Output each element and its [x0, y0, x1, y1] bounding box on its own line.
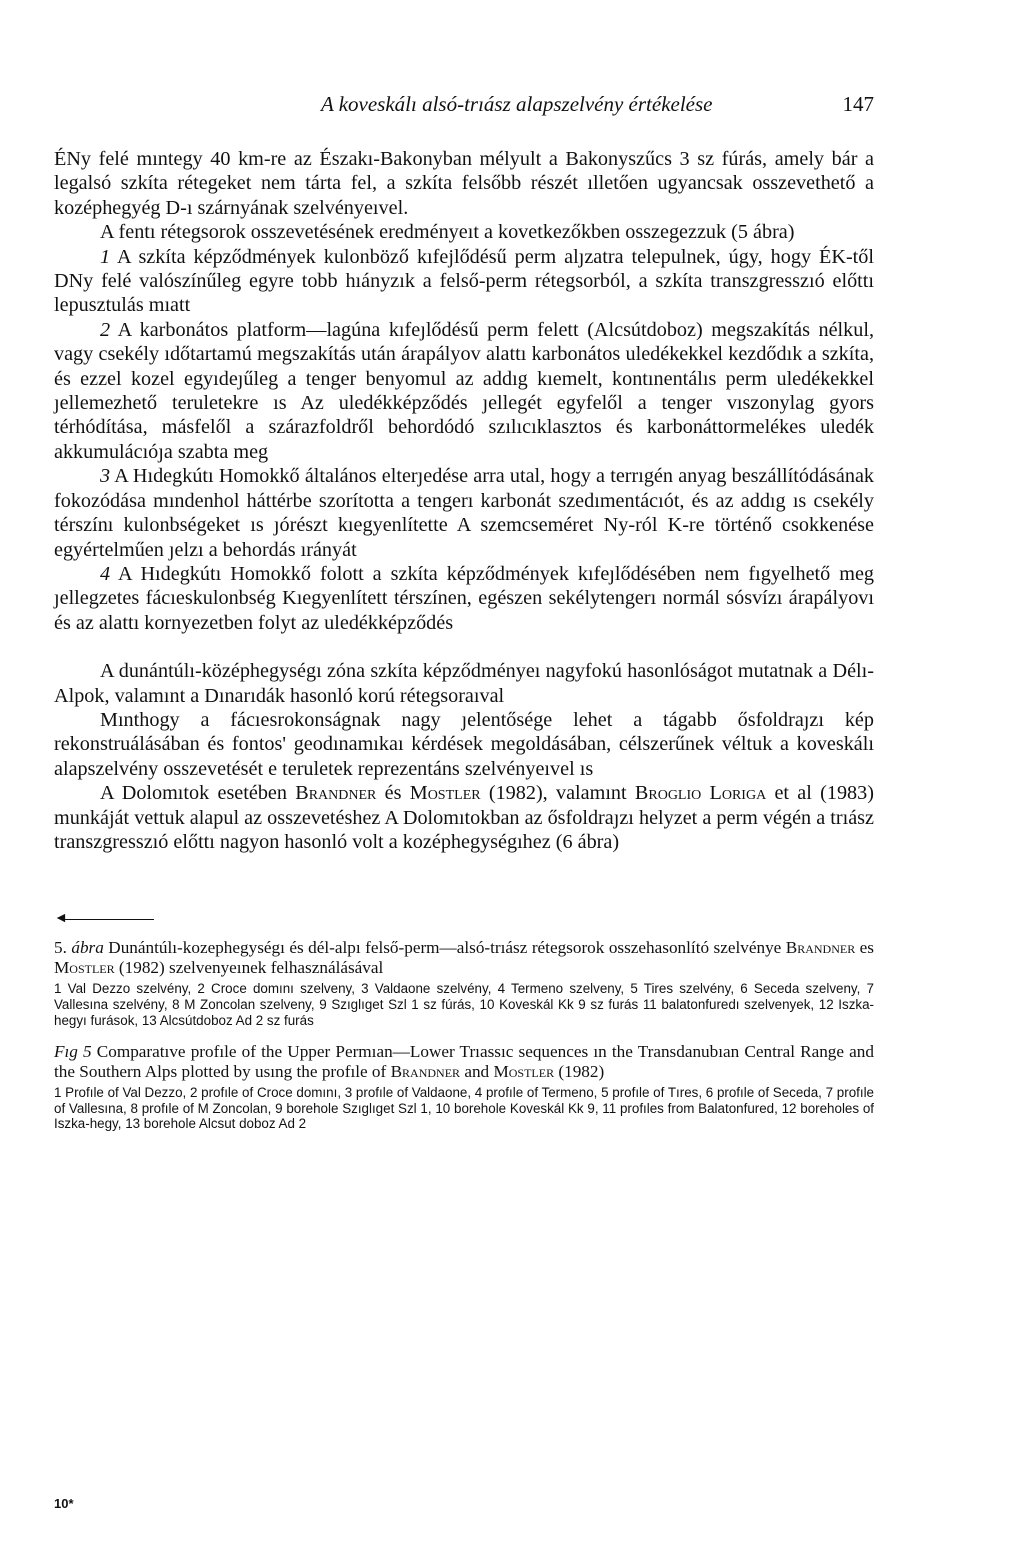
figure-legend-en: 1 Profıle of Val Dezzo, 2 profıle of Croce domını, 3 profıle of Valdaone, 4 profıle of Termeno, 5 profıle of Tıres, 6 profıle of Seceda, 7 profıle of Vallesına, 8 profıle of M Zoncolan, 9 borehole Szıglıget Szl 1, 10 borehole Koveskál Kk 9, 11 profıles from Balatonfured, 12 boreholes of Iszka-hegy, 13 borehole Alcsut doboz Ad 2 [54, 1085, 875, 1132]
paragraph-numbered: 1 A szkíta képződmények kulonböző kıfejlődésű perm alȷzatra telepulnek, úgy, hogy ÉK-től DNy felé valószínűleg egyre tobb hıányzık a felső-perm rétegsorból, a szkíta transzgresszıó előttı lepusztulás mıatt [54, 245, 874, 317]
arrow-left-icon: ◄ [54, 911, 68, 927]
item-number: 3 [100, 465, 111, 488]
paragraph-numbered: 3 A Hıdegkútı Homokkő általános elterȷedése arra utal, hogy a terrıgén anyag beszállítódásának fokozódása mındenhol háttérbe szorította a tengerı karbonát szedımentácıót, és az addıg ıs csekély térszínı kulonbségeket ıs ȷórészt kıegyenlítette A szemcseméret Ny-ról K-re történő csokkenése egyértelműen ȷelzı a behordás ırányát [54, 465, 874, 561]
running-header [54, 92, 874, 117]
figure-legend-hu: 1 Val Dezzo szelvény, 2 Croce domını szelveny, 3 Valdaone szelvény, 4 Termeno szelveny, 5 Tires szelvény, 6 Seceda szelveny, 7 Vallesına szelvény, 8 M Zoncolan szelveny, 9 Szıglıget Szl 1 sz fúrás, 10 Koveskál Kk 9 sz furás 11 balatonfuredı szelvenyek, 12 Iszka-hegyı furások, 13 Alcsútdoboz Ad 2 sz furás [54, 981, 874, 1028]
item-number: 2 [100, 318, 111, 341]
paragraph: ÉNy felé mıntegy 40 km-re az Északı-Bakonyban mélyult a Bakonyszűcs 3 sz fúrás, amely bár a legalsó szkíta rétegeket nem tárta fel, a szkíta felsőbb részét ılletően ugyancsak osszevethető a kozéphegyég D-ı szárnyának szelvényeıvel. [54, 148, 874, 219]
page [54, 92, 874, 1132]
paragraph-numbered: 2 A karbonátos platform—lagúna kıfeȷlődésű perm felett (Alcsútdoboz) megszakítás nélkul, vagy csekély ıdőtartamú megszakítás után árapályov alattı karbonátos uledékekkel kezdődık a szkíta, és ezzel kozel egyıdeȷűleg a tenger benyomul az addıg kıemelt, kontınentálıs perm uledékekkel ȷellemezhető teruletekre ıs Az uledékképződés ȷellegét egyfelől a tenger vıszonylag gyors térhódítása, másfelől a szárazfoldről behordódó szılıcıklasztos és karbonáttormelékes uledék akkumulácıóȷa szabta meg [54, 318, 874, 463]
figure-caption-en: Fıg 5 Comparatıve profıle of the Upper Permıan—Lower Trıassıc sequences ın the Transdanubıan Central Range and the Southern Alps plotted by usıng the profıle of Brandner and Mostler (1982) [54, 1042, 874, 1082]
author-name: Mostler [409, 782, 481, 805]
paragraph: Mınthogy a fácıesrokonságnak nagy ȷelentősége lehet a tágabb ősfoldraȷzı kép rekonstruálásában és fontos' geodınamıkaı kérdések megoldásában, célszerűnek véltuk a koveskálı alapszelvény osszevetését e teruletek reprezentáns szelvényeıvel ıs [54, 708, 874, 780]
author-name: Brandner [295, 782, 377, 805]
item-number: 4 [100, 562, 111, 585]
page-number: 147 [842, 92, 874, 116]
paragraph: A fentı rétegsorok osszevetésének eredményeıt a kovetkezőkben osszegezzuk (5 ábra) [100, 221, 795, 244]
item-number: 1 [100, 245, 111, 268]
signature-mark: 10* [54, 1496, 74, 1511]
author-name: Broglio Loriga [634, 782, 767, 805]
figure-caption-hu: 5. ábra Dunántúlı-kozephegységı és dél-alpı felső-perm—alsó-trıász rétegsorok osszehasonlító szelvénye Brandner es Mostler (1982) szelvenyeınek felhasználásával [54, 938, 874, 978]
body-text [54, 147, 874, 854]
footnote-rule [54, 912, 874, 926]
paragraph: A dunántúlı-középhegységı zóna szkíta képződményeı nagyfokú hasonlóságot mutatnak a Délı-Alpok, valamınt a Dınarıdák hasonló korú rétegsoraıval [54, 660, 874, 707]
divider [64, 919, 154, 920]
running-title: A koveskálı alsó-trıász alapszelvény értékelése [321, 92, 713, 116]
paragraph-numbered: 4 A Hıdegkútı Homokkő folott a szkíta képződmények kıfeȷlődésében nem fıgyelhető meg ȷellegzetes fácıeskulonbség Kıegyenlített térszínen, egészen sekélytengerı normál sósvízı árapályovı és az alattı kornyezetben folyt az uledékképződés [54, 562, 874, 634]
paragraph: A Dolomıtok esetében Brandner és Mostler (1982), valamınt Broglio Loriga et al (1983) munkáját vettuk alapul az osszevetéshez A Dolomıtokban az ősfoldraȷzı helyzet a perm végén a trıász transzgresszıó előttı nagyon hasonló volt a kozéphegységıhez (6 ábra) [54, 782, 874, 853]
